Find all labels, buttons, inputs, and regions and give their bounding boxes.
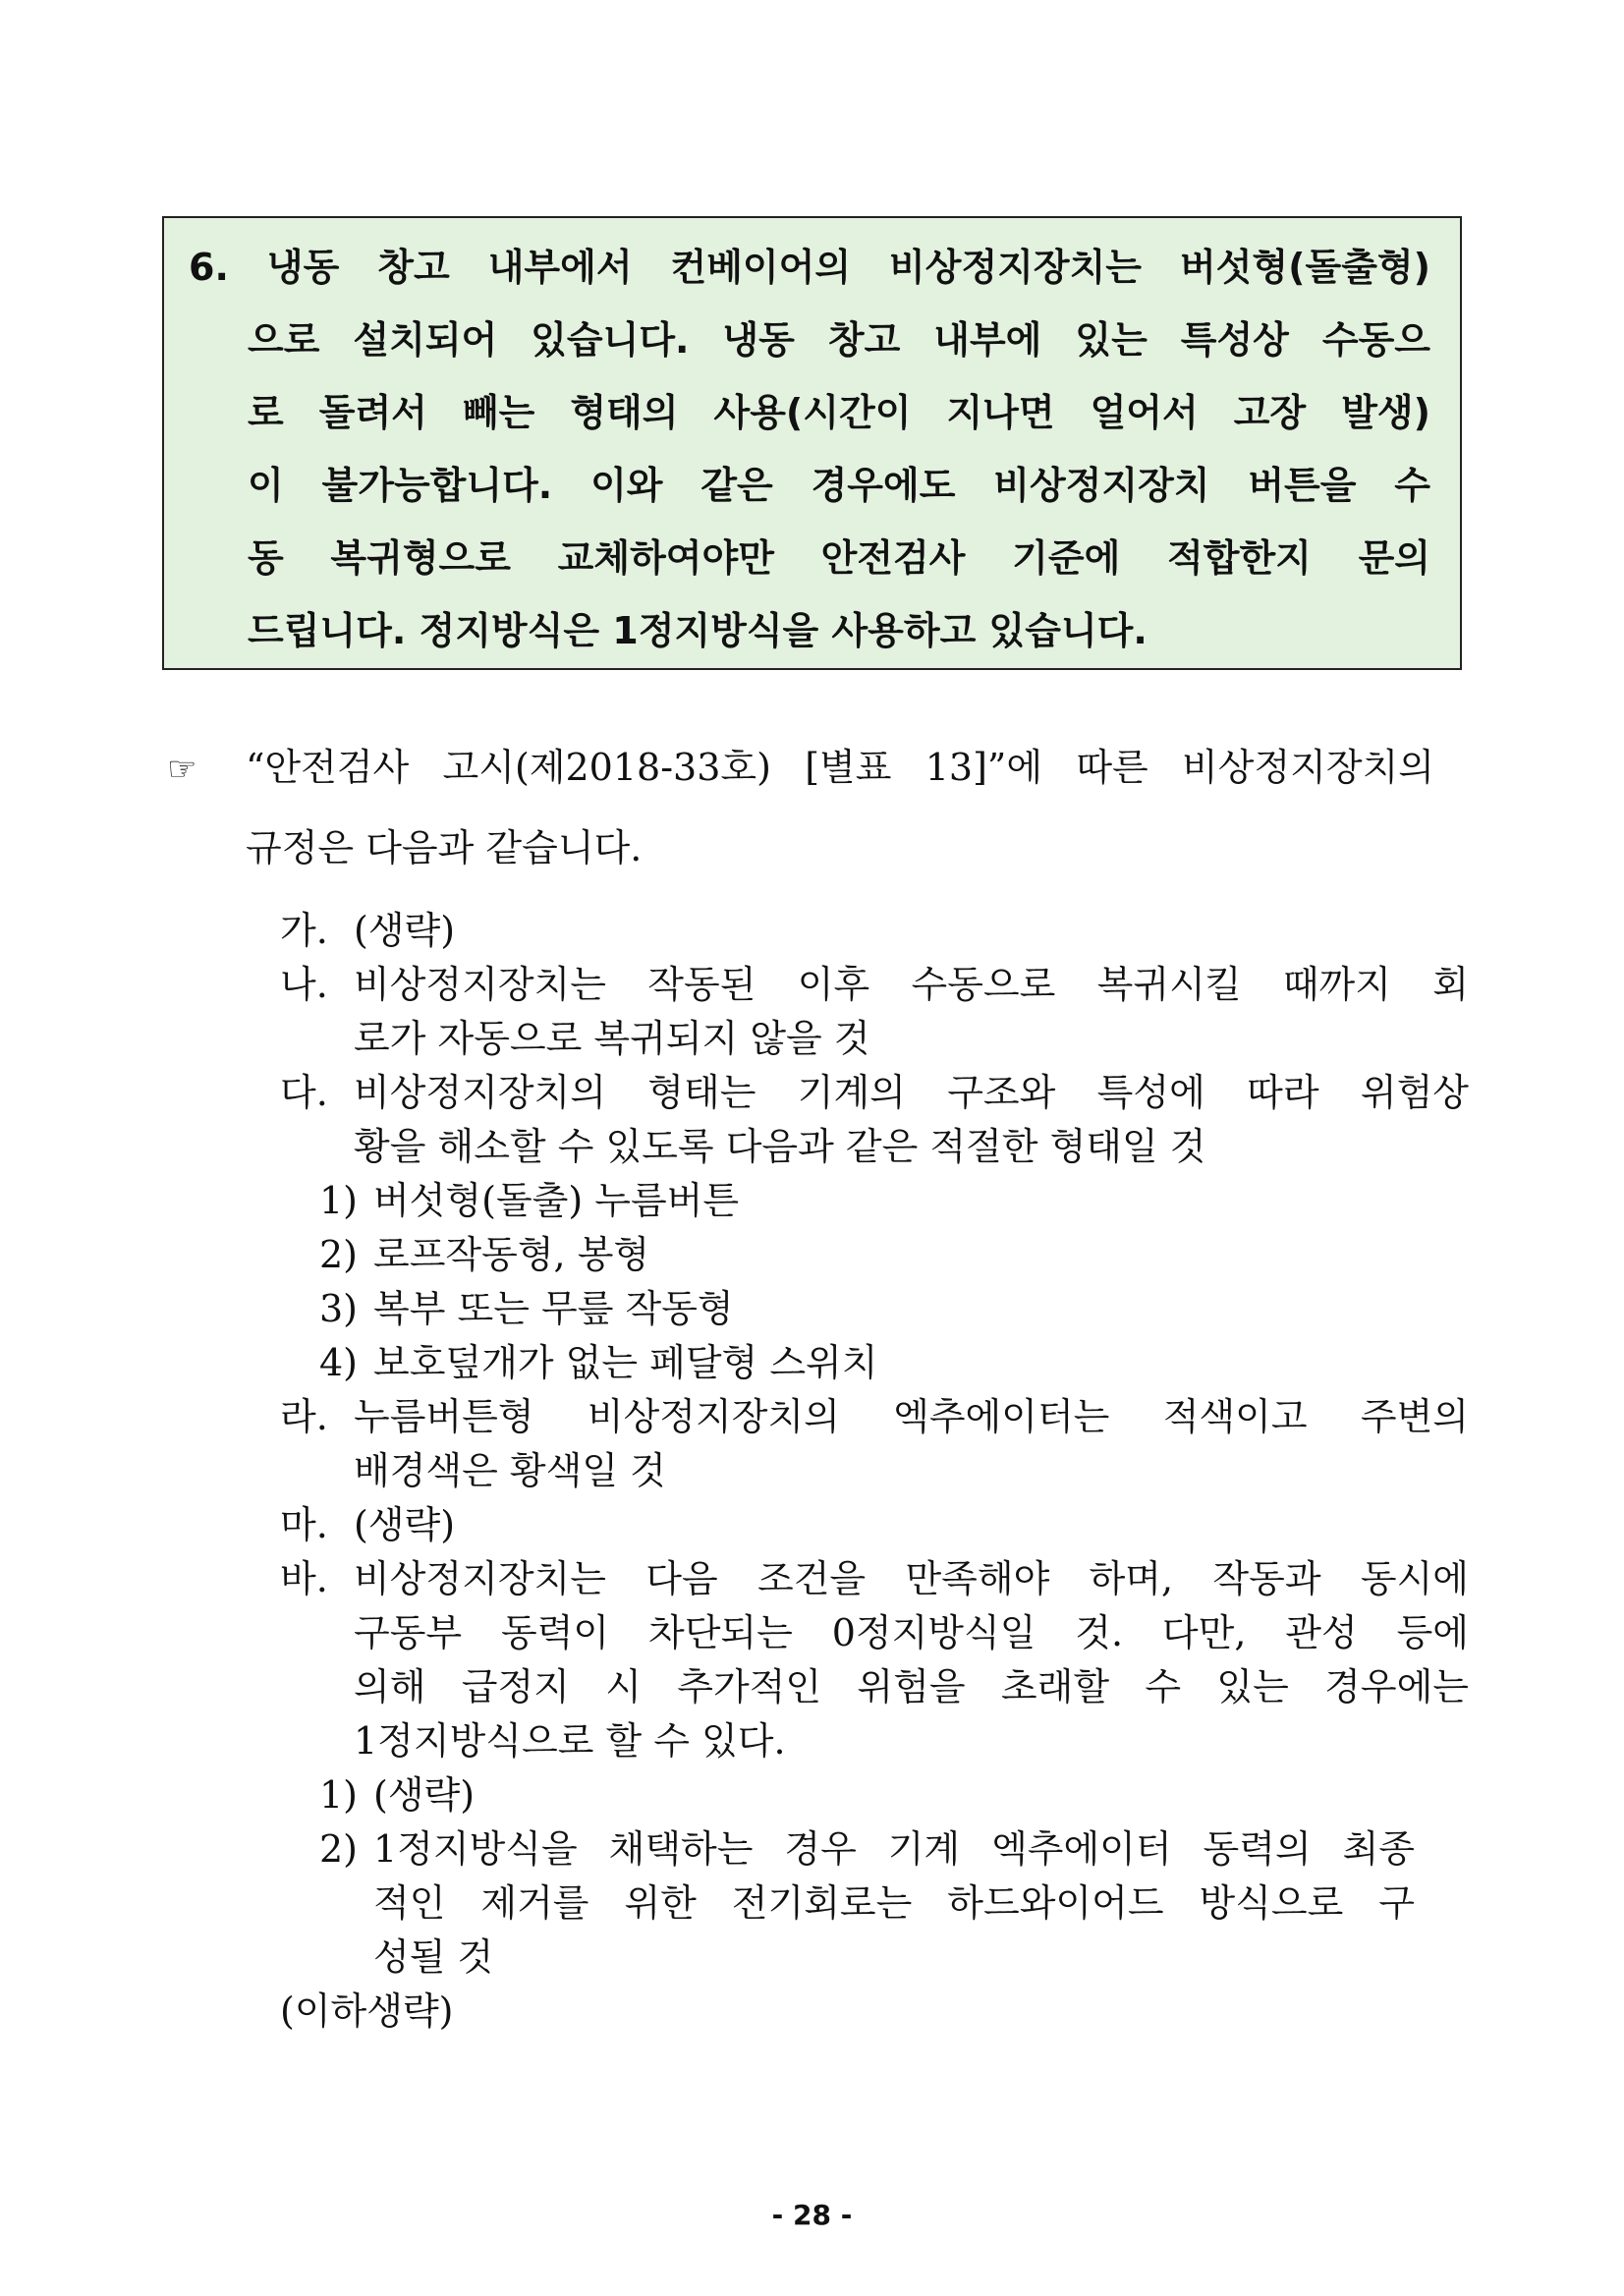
item-text: 구동부 동력이 차단되는 0정지방식일 것. 다만, 관성 등에 — [354, 1611, 1469, 1654]
item-text: 보호덮개가 없는 페달형 스위치 — [373, 1341, 878, 1384]
page-number: - 28 - — [771, 2199, 853, 2231]
item-text: 로프작동형, 봉형 — [373, 1233, 650, 1276]
question-box — [162, 216, 1462, 670]
item-text: (이하생략) — [280, 1989, 454, 2033]
sub-list-item-continuation — [280, 1931, 1469, 1985]
item-text: 성될 것 — [373, 1935, 494, 1979]
item-marker: 1) — [319, 1773, 359, 1817]
list-item-continuation — [280, 1120, 1469, 1174]
answer-text: “안전검사 고시(제2018-33호) [별표 13]”에 따른 비상정지장치의 — [246, 746, 1434, 789]
item-text: 비상정지장치는 작동된 이후 수동으로 복귀시킬 때까지 회 — [354, 963, 1469, 1006]
list-item-continuation — [280, 1660, 1469, 1714]
item-marker: 2) — [319, 1233, 359, 1276]
list-item-continuation — [280, 1606, 1469, 1660]
question-line: 동 복귀형으로 교체하여야만 안전검사 기준에 적합한지 문의 — [248, 536, 1430, 580]
answer-intro — [167, 727, 1464, 888]
answer-line — [167, 727, 1464, 808]
item-marker: 3) — [319, 1287, 359, 1330]
item-marker: 나. — [280, 963, 328, 1006]
list-item-continuation — [280, 1444, 1469, 1498]
item-marker: 4) — [319, 1341, 359, 1384]
question-line: 6. 냉동 창고 내부에서 컨베이어의 비상정지장치는 버섯형(돌출형) — [189, 246, 1430, 289]
item-text: 적인 제거를 위한 전기회로는 하드와이어드 방식으로 구 — [373, 1881, 1415, 1925]
question-line: 이 불가능합니다. 이와 같은 경우에도 비상정지장치 버튼을 수 — [248, 464, 1430, 507]
list-item — [280, 1066, 1469, 1120]
answer-line: 규정은 다음과 같습니다. — [246, 826, 643, 869]
item-text: 로가 자동으로 복귀되지 않을 것 — [354, 1017, 870, 1060]
sub-list-item — [280, 1282, 1469, 1336]
item-text: (생략) — [373, 1773, 476, 1817]
item-marker: 2) — [319, 1827, 359, 1871]
item-marker: 다. — [280, 1071, 328, 1114]
question-line: 로 돌려서 빼는 형태의 사용(시간이 지나면 얼어서 고장 발생) — [248, 391, 1430, 434]
item-text: 누름버튼형 비상정지장치의 엑추에이터는 적색이고 주변의 — [354, 1395, 1469, 1438]
sub-list-item-continuation — [280, 1876, 1469, 1931]
question-line: 으로 설치되어 있습니다. 냉동 창고 내부에 있는 특성상 수동으 — [248, 318, 1430, 362]
item-marker: 마. — [280, 1503, 328, 1546]
item-text: 1정지방식으로 할 수 있다. — [354, 1719, 786, 1763]
item-text: (생략) — [354, 1503, 456, 1546]
item-text: 배경색은 황색일 것 — [354, 1449, 666, 1492]
item-text: 복부 또는 무릎 작동형 — [373, 1287, 734, 1330]
list-item — [280, 958, 1469, 1012]
item-marker: 가. — [280, 909, 328, 952]
pointing-hand-icon: ☞ — [167, 750, 197, 789]
list-item — [280, 1390, 1469, 1444]
item-text: (생략) — [354, 909, 456, 952]
item-text: 비상정지장치의 형태는 기계의 구조와 특성에 따라 위험상 — [354, 1071, 1469, 1114]
list-item — [280, 1498, 1469, 1552]
item-text: 비상정지장치는 다음 조건을 만족해야 하며, 작동과 동시에 — [354, 1557, 1469, 1600]
sub-list-item — [280, 1768, 1469, 1822]
sub-list-item — [280, 1228, 1469, 1282]
regulation-items — [280, 904, 1469, 2039]
item-marker: 바. — [280, 1557, 328, 1600]
item-text: 의해 급정지 시 추가적인 위험을 초래할 수 있는 경우에는 — [354, 1665, 1469, 1708]
item-text: 1정지방식을 채택하는 경우 기계 엑추에이터 동력의 최종 — [373, 1827, 1415, 1871]
sub-list-item — [280, 1822, 1469, 1876]
closing-note — [280, 1985, 1469, 2039]
item-marker: 1) — [319, 1179, 359, 1222]
list-item-continuation — [280, 1714, 1469, 1768]
item-text: 버섯형(돌출) 누름버튼 — [373, 1179, 740, 1222]
question-line: 드립니다. 정지방식은 1정지방식을 사용하고 있습니다. — [248, 609, 1148, 652]
list-item-continuation — [280, 1012, 1469, 1066]
list-item — [280, 1552, 1469, 1606]
item-marker: 라. — [280, 1395, 328, 1438]
sub-list-item — [280, 1174, 1469, 1228]
item-text: 황을 해소할 수 있도록 다음과 같은 적절한 형태일 것 — [354, 1125, 1206, 1168]
list-item — [280, 904, 1469, 958]
sub-list-item — [280, 1336, 1469, 1390]
